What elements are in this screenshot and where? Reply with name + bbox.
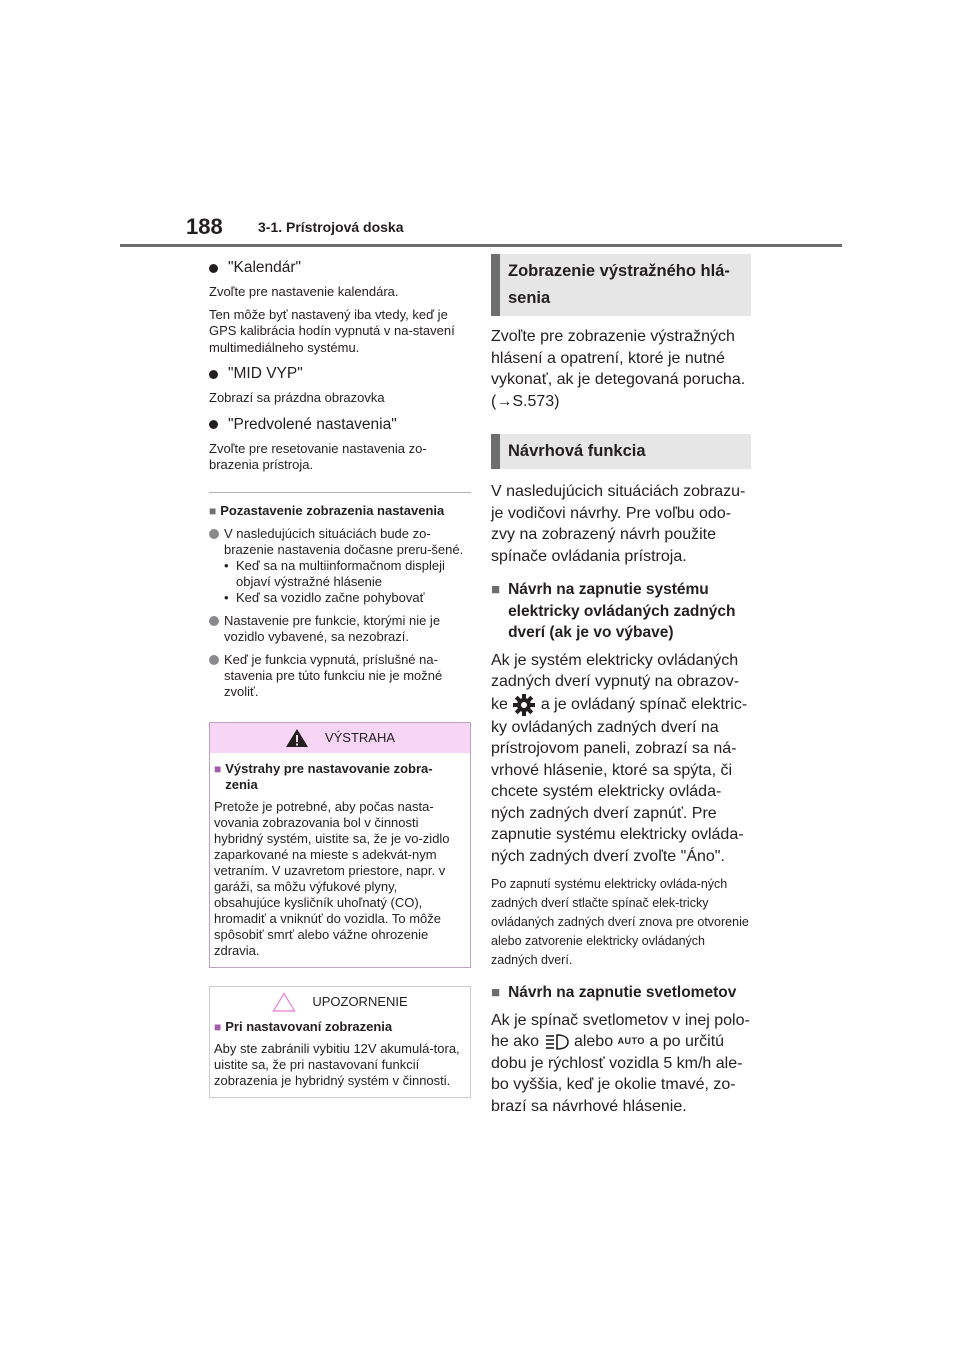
headlight-icon (544, 1032, 570, 1052)
setting-item-mid-off (209, 364, 471, 407)
warning-display-text: Zvoľte pre zobrazenie výstražných hlásení a opatrení, ktoré je nutné vykonať, ak je detegovaná porucha. (→S.573) (491, 328, 746, 410)
lights-text: Ak je spínač svetlometov v inej polo-he ako alebo AUTO a po určitú dobu je rýchlosť vozidla 5 km/h ale-bo vyššia, keď je okolie tmavé, zo-brazí sa návrhové hlásenie. (491, 1011, 750, 1115)
door-heading: Návrh na zapnutie systému elektricky ovládaných zadných dverí (ak je vo výbave) (508, 581, 736, 641)
warning-box (209, 722, 471, 968)
warning-title: VÝSTRAHA (324, 730, 396, 745)
setting-item-calendar (209, 258, 471, 356)
setting-label: "Kalendár" (228, 259, 302, 276)
square-bullet-icon: ■ (491, 581, 501, 598)
suggestion-text: V nasledujúcich situáciách zobrazu-je vodičovi návrhy. Pre voľbu odo-zvy na zobrazený návrh použite spínače ovládania prístroja. (491, 483, 746, 565)
note-text: Keď je funkcia vypnutá, príslušné na-stavenia pre túto funkciu nie je možné zvoliť. (224, 651, 443, 699)
setting-label: "Predvolené nastavenia" (228, 415, 397, 433)
caution-heading: Pri nastavovaní zobrazenia (225, 1018, 393, 1034)
suspension-note: ■ Pozastavenie zobrazenia nastavenia V nasledujúcich situáciách bude zo-brazenie nastavenia dočasne preru-šené. • Keď sa na multiinformačnom displeji objaví výstražné hlásenie • Keď sa vozidlo začne pohybovať Nastavenie pre funkcie, ktorými nie je vozidlo vybavené, sa nezobrazí. Keď je funkcia vypnutá, príslušné na-stavenia pre túto funkciu nie je možné zvoliť. (209, 503, 471, 700)
section-heading-warning-display: Zobrazenie výstražného hlá-senia (491, 254, 751, 316)
warning-text: Pretože je potrebné, aby počas nasta-vovania zobrazovania bol v činnosti hybridný systém, uistite sa, že je vo-zidlo zaparkované na mieste s adekvát-nym vetraním. V uzavretom priestore, napr. v garáži, sa môžu výfukové plyny, obsahujúce kysličník uhoľnatý (CO), hromadiť a vniknúť do vozidla. To môže spôsobiť smrť alebo vážne ohrozenie zdravia. (214, 798, 450, 958)
caution-triangle-icon (272, 992, 296, 1012)
door-text: Ak je systém elektricky ovládaných zadných dverí vypnutý na obrazov-ke a je ovládaný spínač elektric-ky ovládaných zadných dverí na prístrojovom paneli, zobrazí sa ná-vrhové hlásenie, ktoré sa spýta, či chcete systém elektricky ovláda-ných zadných dverí zapnúť. Pre zapnutie systému elektricky ovláda-ných zadných dverí zvoľte "Áno". (491, 651, 748, 865)
square-bullet-icon: ■ (214, 761, 222, 776)
caution-box (209, 986, 471, 1098)
bullet-icon (209, 370, 218, 379)
section-heading-suggestion: Návrhová funkcia (491, 434, 751, 469)
warning-triangle-icon (285, 728, 309, 748)
circle-bullet-icon (209, 655, 219, 665)
auto-icon: AUTO (617, 1036, 645, 1047)
setting-description: Zvoľte pre resetovanie nastavenia zo-brazenia prístroja. (209, 440, 427, 472)
setting-label: "MID VYP" (228, 365, 303, 382)
note-text: Nastavenie pre funkcie, ktorými nie je vozidlo vybavené, sa nezobrazí. (224, 612, 441, 644)
caution-text: Aby ste zabránili vybitiu 12V akumulá-tora, uistite sa, že pri nastavovaní funkcií zobrazenia je hybridný systém v činnosti. (214, 1040, 460, 1088)
setting-description: Ten môže byť nastavený iba vtedy, keď je GPS kalibrácia hodín vypnutá v na-stavení multimediálneho systému. (209, 306, 455, 355)
square-bullet-icon: ■ (214, 1019, 222, 1034)
door-small-note: Po zapnutí systému elektricky ovláda-ných zadných dverí stlačte spínač elek-tricky ovládaných zadných dverí znova pre otvorenie alebo zatvorenie elektricky ovládaných zadných dverí. (491, 877, 749, 967)
right-column (491, 254, 751, 1117)
caution-title: UPOZORNENIE (312, 994, 408, 1009)
section-title: 3-1. Prístrojová doska (258, 219, 404, 235)
note-sub-item: Keď sa na multiinformačnom displeji objaví výstražné hlásenie (236, 557, 445, 589)
circle-bullet-icon (209, 616, 219, 626)
circle-bullet-icon (209, 529, 219, 539)
note-heading: Pozastavenie zobrazenia nastavenia (220, 502, 445, 518)
lights-heading: Návrh na zapnutie svetlometov (508, 984, 737, 1001)
note-sub-item: Keď sa vozidlo začne pohybovať (236, 589, 425, 605)
header-rule (120, 244, 842, 247)
divider (209, 492, 471, 493)
bullet-icon (209, 264, 218, 273)
setting-item-defaults (209, 415, 471, 474)
warning-heading: Výstrahy pre nastavovanie zobra-zenia (225, 760, 433, 792)
left-column (209, 252, 471, 1098)
page-number: 188 (186, 214, 223, 239)
bullet-icon (209, 420, 218, 429)
note-text: V nasledujúcich situáciách bude zo-brazenie nastavenia dočasne preru-šené. (224, 525, 464, 557)
setting-description: Zobrazí sa prázdna obrazovka (209, 390, 385, 405)
square-bullet-icon: ■ (491, 984, 501, 1001)
setting-description: Zvoľte pre nastavenie kalendára. (209, 284, 399, 299)
square-bullet-icon: ■ (209, 503, 217, 518)
gear-icon (512, 693, 536, 717)
